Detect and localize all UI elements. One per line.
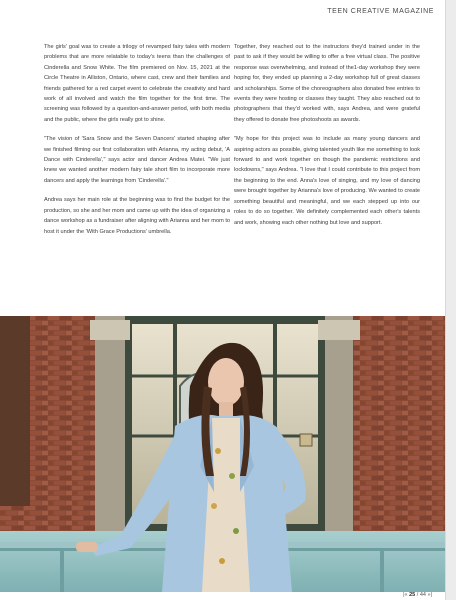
current-page-number: 25	[409, 592, 416, 598]
portrait-photo	[0, 316, 446, 592]
article-paragraph: "My hope for this project was to include as many young dancers and aspiring actors as possible, giving talented youth like me something to look forward to and work together on though the pandemic restrictions and lockdowns," says Andrea. "I love that I could contribute to this project from the beginning to the end. Anna's love of singing, and my love of dancing were brought together by Arianna's love of producing. We wanted to create something beautiful and meaningful, and we each stepped up into our roles to do so together. We definitely complemented each other's talents and work, showing each other nothing but love and support.	[234, 136, 420, 226]
prev-page-icon[interactable]: |«	[403, 592, 408, 598]
page-separator: /	[416, 592, 419, 598]
magazine-title: TEEN CREATIVE MAGAZINE	[327, 8, 434, 15]
total-pages: 44	[419, 592, 426, 598]
page-navigation	[403, 592, 432, 598]
article-column-left	[44, 42, 230, 246]
page-edge-divider	[445, 0, 456, 600]
article-paragraph: Together, they reached out to the instructors they'd trained under in the past to ask if they would be willing to offer a free virtual class. The positive response was overwhelming, and instead of the1-day workshop they were hoping for, they ended up planning a 2-day workshop full of great classes and scholarships. Some of the choreographers also donated free entries to events they were hosting or classes they taught. They also reached out to photographers that they'd worked with, says Andrea, and were grateful they offered to donate free photoshoots as awards.	[234, 44, 420, 123]
next-page-icon[interactable]: »|	[427, 592, 432, 598]
article-paragraph: Andrea says her main role at the beginning was to find the budget for the production, so she and her mom and came up with the idea of organizing a dance workshop as a fundraiser after aligning with Arianna and her mom to host it under the 'With Grace Productions' umbrella.	[44, 197, 230, 235]
article-paragraph: "The vision of 'Sara Snow and the Seven Dancers' started shaping after we finished filming our first collaboration with Arianna, my acting debut, 'A Dance with Cinderella'," says actor and dancer Andrea Matei. "We just knew we wanted another modern fairy tale short film to incorporate more dancers and apply the learnings from 'Cinderella'."	[44, 136, 230, 184]
article-column-right	[234, 42, 420, 237]
article-paragraph: The girls' goal was to create a trilogy of revamped fairy tales with modern problems that are more relatable to today's teens than the challenges of Cinderella and Snow White. The film premiered on Nov. 15, 2021 at the Circle Theatre in Alliston, Ontario, where cast, crew and their families and friends gathered for a red carpet event to celebrate the creativity and hard work of all involved and watch the film together for the first time. The screening was followed by a question-and-answer period, with both media and the public, where the girls really got to shine.	[44, 44, 230, 123]
